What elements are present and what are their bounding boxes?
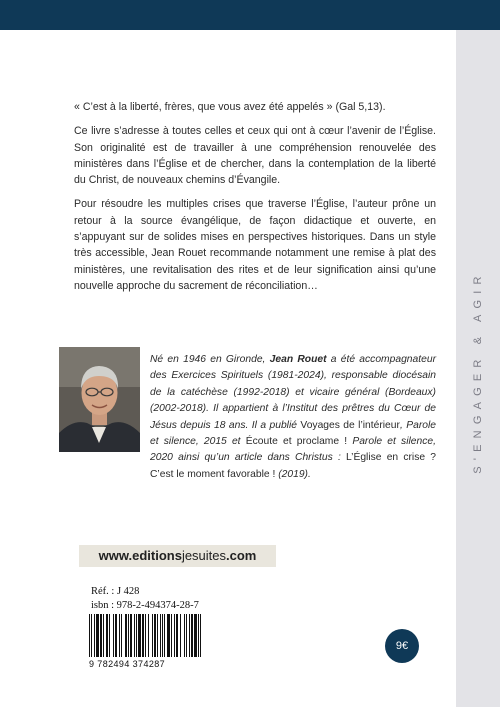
author-bio: [150, 352, 436, 483]
barcode-bar: [106, 614, 108, 657]
barcode-bar: [89, 614, 90, 657]
barcode-bar: [128, 614, 129, 657]
barcode-bar: [100, 614, 102, 657]
barcode-bar: [96, 614, 99, 657]
top-color-band: [0, 0, 500, 30]
publisher-1: Parole et silence: [150, 419, 436, 448]
website-suffix: .com: [226, 548, 257, 563]
series-label: S'ENGAGER & AGIR: [472, 270, 484, 474]
epigraph-quote: « C’est à la liberté, frères, que vous avez été appelés » (Gal 5,13).: [74, 101, 386, 113]
bio-sep-5: :: [332, 452, 347, 464]
barcode-bar: [145, 614, 146, 657]
barcode-bar: [194, 614, 197, 657]
barcode-bar: [167, 614, 170, 657]
barcode-bar: [130, 614, 132, 657]
barcode-bar: [198, 614, 199, 657]
bio-career: a été accompagnateur des Exercices Spirituels (1981-2024), responsable diocésain de la catéchèse (1992-2018) et vicaire général (Bordeaux) (2002-2018). Il appartient à l’Institut des prêtres du Cœur de Jésus depuis 18 ans. Il a publié: [150, 354, 436, 431]
book-title-2: Écoute et proclame !: [245, 436, 348, 448]
barcode-bar: [171, 614, 172, 657]
barcode-bar: [162, 614, 163, 657]
barcode-bar: [184, 614, 185, 657]
publisher-website[interactable]: [79, 545, 276, 567]
barcode-bar: [142, 614, 144, 657]
bio-sep-2: , 2015 et: [195, 436, 246, 448]
barcode-bar: [191, 614, 193, 657]
book-title-1: Voyages de l’intérieur: [300, 419, 400, 431]
barcode-bar: [103, 614, 104, 657]
barcode: [89, 614, 203, 657]
barcode-bar: [180, 614, 181, 657]
reference-block: [91, 585, 199, 613]
barcode-bar: [154, 614, 156, 657]
blurb-paragraph-2: Pour résoudre les multiples crises que traverse l’Église, l’auteur prône un retour à la source évangélique, de façon didactique et ouverte, en s’appuyant sur de solides mises en perspectives historiques. Dans un style très accessible, Jean Rouet recommande notamment une remise à plat des ministères, une revitalisation des rites et de leur signification ainsi qu’une nouvelle approche du sacrement de réconciliation…: [74, 198, 436, 292]
barcode-bar: [138, 614, 141, 657]
barcode-bar: [119, 614, 120, 657]
barcode-bar: [91, 614, 92, 657]
barcode-bar: [176, 614, 178, 657]
barcode-bar: [164, 614, 165, 657]
bio-sep-4: , 2020 ainsi qu’un article dans: [150, 436, 436, 464]
author-photo: [59, 347, 140, 452]
article-year: (2019).: [275, 468, 311, 480]
article-title: L’Église en crise ? C’est le moment favorable !: [150, 452, 436, 480]
price-badge: 9€: [385, 629, 419, 663]
blurb-paragraph-1: Ce livre s’adresse à toutes celles et ceux qui ont à cœur l’avenir de l’Église. Son originalité est de travailler à une compréhension renouvelée des ministères dans l’Église et de chercher, dans la contemplation de la liberté du Christ, de nouveaux chemins d’Évangile.: [74, 125, 436, 187]
website-brand: jesuites: [181, 548, 227, 563]
website-prefix: www.editions: [98, 548, 182, 563]
barcode-bar: [148, 614, 149, 657]
barcode-bar: [186, 614, 187, 657]
reference-number: Réf. : J 428: [91, 586, 140, 597]
publisher-2: Parole et silence: [352, 436, 434, 448]
barcode-bar: [152, 614, 153, 657]
barcode-bar: [121, 614, 122, 657]
isbn-number: isbn : 978-2-494374-28-7: [91, 600, 199, 611]
barcode-bar: [136, 614, 137, 657]
barcode-bar: [125, 614, 127, 657]
barcode-bar: [200, 614, 201, 657]
back-cover-blurb: [74, 99, 436, 302]
barcode-bar: [113, 614, 114, 657]
barcode-bar: [157, 614, 158, 657]
barcode-bar: [134, 614, 135, 657]
barcode-bar: [189, 614, 190, 657]
journal-name: Christus: [295, 452, 333, 464]
barcode-bar: [160, 614, 161, 657]
barcode-digits: 9 782494 374287: [89, 659, 166, 669]
barcode-bar: [94, 614, 95, 657]
bio-sep-1: ,: [399, 419, 407, 431]
bio-intro: Né en 1946 en Gironde,: [150, 354, 270, 365]
barcode-bar: [109, 614, 110, 657]
barcode-bar: [174, 614, 175, 657]
barcode-bar: [115, 614, 117, 657]
author-name: Jean Rouet: [269, 354, 327, 365]
